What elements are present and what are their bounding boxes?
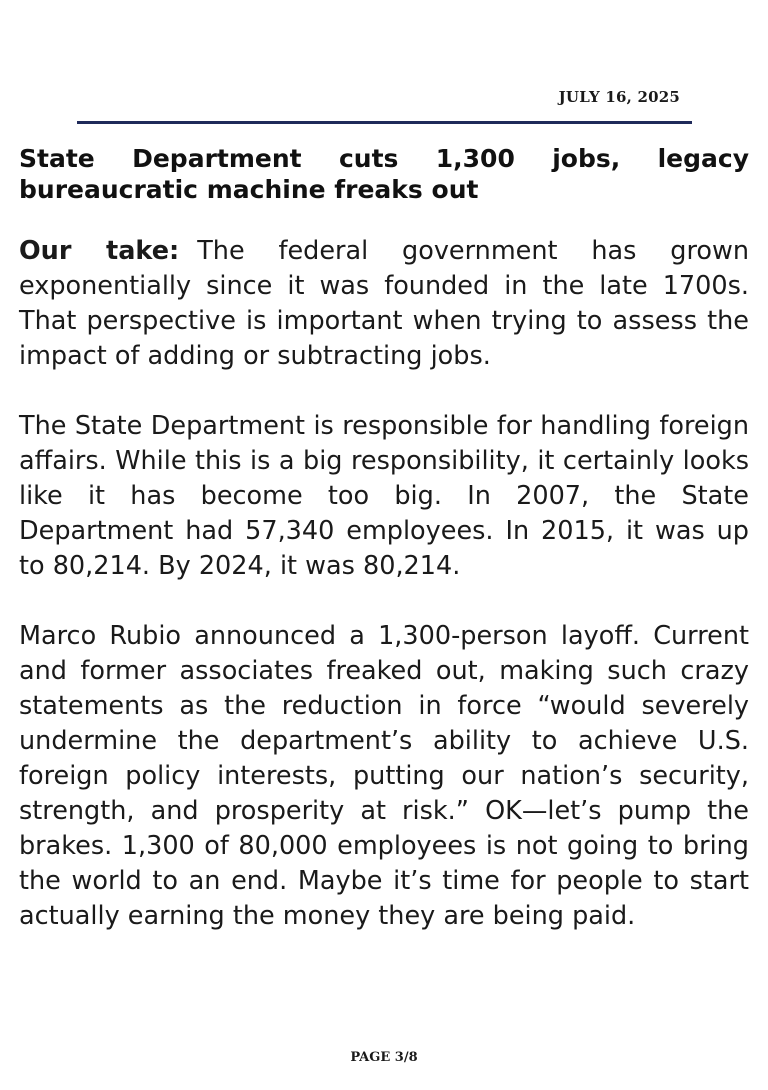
paragraph-text: Marco Rubio announced a 1,300-person layoff. Current and former associates freaked out, making such crazy statements as the reduction in force “would severely undermine the department’s ability to achieve U.S. foreign policy interests, putting our nation’s security, strength, and prosperity at risk.” OK—let’s pump the brakes. 1,300 of 80,000 employees is not going to bring the world to an end. Maybe it’s time for people to start actually earning the money they are being paid. — [19, 621, 749, 931]
article-headline: State Department cuts 1,300 jobs, legacy bureaucratic machine freaks out — [19, 144, 749, 204]
paragraph-text: The State Department is responsible for handling foreign affairs. While this is a big responsibility, it certainly looks like it has become too big. In 2007, the State Department had 57,340 employees. In 2015, it was up to 80,214. By 2024, it was 80,214. — [19, 411, 749, 581]
our-take-label: Our take: — [19, 236, 180, 266]
article-body — [19, 234, 749, 969]
paragraph-text: The federal government has grown exponentially since it was founded in the late 1700s. That perspective is important when trying to assess the impact of adding or subtracting jobs. — [19, 236, 750, 371]
page-number: PAGE 3/8 — [350, 1050, 418, 1065]
article-date: JULY 16, 2025 — [558, 88, 680, 106]
paragraph-our-take — [19, 234, 749, 374]
header-divider — [77, 121, 692, 124]
